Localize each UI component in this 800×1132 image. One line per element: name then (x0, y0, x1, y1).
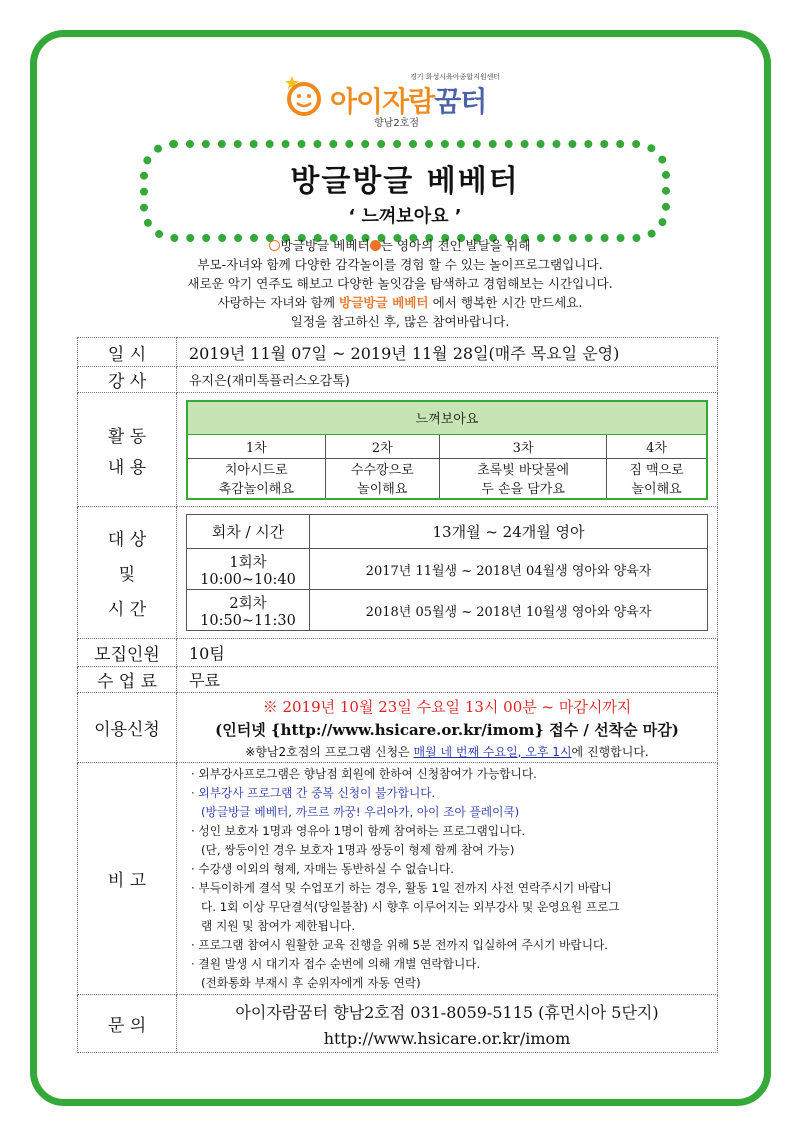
page-subtitle: ‘ 느껴보아요 ’ (348, 206, 462, 227)
target-cell (177, 507, 718, 639)
age-header: 13개월 ~ 24개월 영아 (310, 515, 708, 549)
session-2-desc: 2018년 05월생 ~ 2018년 10월생 영아와 양육자 (310, 590, 708, 631)
apply-label: 이용신청 (78, 693, 177, 763)
date-value: 2019년 11월 07일 ~ 2019년 11월 28일(매주 목요일 운영) (177, 338, 718, 367)
logo-branch: 향남2호점 (374, 118, 420, 129)
notes-label: 비 고 (78, 763, 177, 995)
apply-note: ※향남2호점의 프로그램 신청은 매월 네 번째 수요일, 오후 1시에 진행합니다. (245, 744, 649, 759)
activity-item-4: 짐 맥으로 놀이해요 (607, 459, 707, 499)
round-2: 2차 (325, 435, 440, 459)
fee-value: 무료 (177, 667, 718, 693)
apply-cell (177, 693, 718, 763)
activity-cell (177, 393, 718, 507)
smiley-logo-icon (284, 74, 324, 116)
contact-cell (177, 995, 718, 1053)
teacher-label: 강 사 (78, 367, 177, 393)
target-table (186, 514, 708, 631)
round-1: 1차 (187, 435, 325, 459)
date-label: 일 시 (78, 338, 177, 367)
fee-label: 수 업 료 (78, 667, 177, 693)
smile-icon (269, 240, 280, 251)
intro-text: 방글방글 베베터 는 영아의 전인 발달을 위해 부모-자녀와 함께 다양한 감각놀이를 경험 할 수 있는 놀이프로그램입니다. 새로운 악기 연주도 해보고 다양한 놀잇감을 탐색하고 경험해보는 시간입니다. 사랑하는 자녀와 함께 방글방글 베베터 에서 행복한 시간 만드세요. 일정을 참고하신 후, 많은 참여바랍니다. (187, 238, 613, 329)
activity-label: 활 동 내 용 (78, 393, 177, 507)
logo-center-name: 경기 화성시육아종합지원센터 (410, 73, 501, 81)
contact-url: http://www.hsicare.or.kr/imom (323, 1028, 571, 1048)
contact-label: 문 의 (78, 995, 177, 1053)
session-1: 1회차 10:00~10:40 (187, 549, 310, 590)
teacher-value: 유지은(재미톡플러스오감톡) (177, 367, 718, 393)
session-2: 2회차 10:50~11:30 (187, 590, 310, 631)
session-1-desc: 2017년 11월생 ~ 2018년 04월생 영아와 양육자 (310, 549, 708, 590)
target-label: 대 상 및 시 간 (78, 507, 177, 639)
session-time-header: 회차 / 시간 (187, 515, 310, 549)
contact-phone: 아이자람꿈터 향남2호점 031-8059-5115 (휴먼시아 5단지) (235, 1002, 659, 1022)
activity-table (186, 400, 708, 500)
recruit-label: 모집인원 (78, 639, 177, 667)
logo-name: 아이자람꿈터 (330, 85, 487, 118)
activity-item-1: 치아시드로 촉감놀이해요 (187, 459, 325, 499)
logo (282, 68, 522, 132)
round-3: 3차 (440, 435, 607, 459)
apply-method: (인터넷 {http://www.hsicare.or.kr/imom} 접수 / 선착순 마감) (215, 720, 679, 739)
title-box (140, 140, 670, 242)
activity-item-3: 초록빛 바닷물에 두 손을 담가요 (440, 459, 607, 499)
activity-item-2: 수수깡으로 놀이해요 (325, 459, 440, 499)
round-4: 4차 (607, 435, 707, 459)
activity-header: 느껴보아요 (187, 401, 707, 435)
recruit-value: 10팀 (177, 639, 718, 667)
notes-cell: · 외부강사프로그램은 향남점 회원에 한하여 신청참여가 가능합니다. · 외부강사 프로그램 간 중복 신청이 불가합니다. (방글방글 베베터, 까르르 까꿍! 우리아가, 아이 조아 플레이쿡) · 성인 보호자 1명과 영유아 1명이 함께 참여하는 프로그램입니다. (단, 쌍둥이인 경우 보호자 1명과 쌍둥이 형제 함께 참여 가능) · 수강생 이외의 형제, 자매는 동반하실 수 없습니다. · 부득이하게 결석 및 수업포기 하는 경우, 활동 1일 전까지 사전 연락주시기 바랍니 다. 1회 이상 무단결석(당일불참) 시 향후 이루어지는 외부강사 및 운영요원 프로그 램 지원 및 참여가 제한됩니다. · 프로그램 참여시 원활한 교육 진행을 위해 5분 전까지 입실하여 주시기 바랍니다. · 결원 발생 시 대기자 접수 순번에 의해 개별 연락합니다. (전화통화 부재시 후 순위자에게 자동 연락) (177, 763, 718, 995)
info-table (77, 337, 718, 1053)
apply-period: ※ 2019년 10월 23일 수요일 13시 00분 ~ 마감시까지 (262, 697, 632, 716)
smile-filled-icon (370, 240, 381, 251)
page-title: 방글방글 베베터 (290, 164, 520, 199)
